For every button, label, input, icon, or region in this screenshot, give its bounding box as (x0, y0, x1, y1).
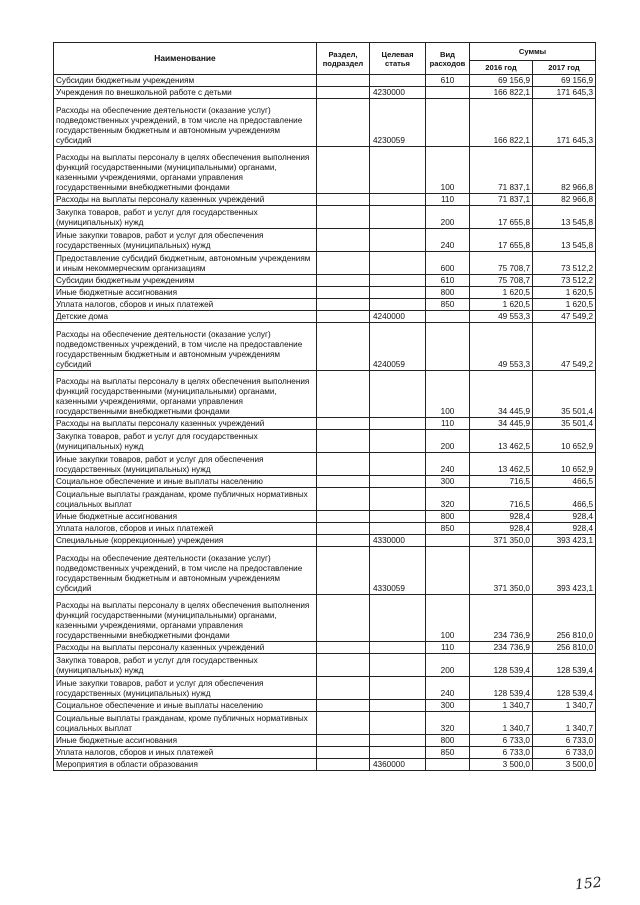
row-target (370, 371, 426, 418)
row-value-2016: 928,4 (470, 523, 533, 535)
table-row (54, 371, 596, 418)
row-name: Иные закупки товаров, работ и услуг для обеспечения государственных (муниципальных) нужд (54, 677, 317, 700)
row-target (370, 712, 426, 735)
row-value-2016: 234 736,9 (470, 642, 533, 654)
row-type: 110 (426, 642, 470, 654)
table-row (54, 147, 596, 194)
row-value-2016: 1 620,5 (470, 299, 533, 311)
row-value-2016: 13 462,5 (470, 430, 533, 453)
row-value-2017: 928,4 (533, 511, 596, 523)
row-name: Расходы на обеспечение деятельности (оказание услуг) подведомственных учреждений, в том числе на предоставление государственным бюджетным и автономным учреждениям субсидий (54, 323, 317, 371)
table-row (54, 87, 596, 99)
row-target (370, 654, 426, 677)
row-target (370, 206, 426, 229)
table-row (54, 287, 596, 299)
row-value-2016: 69 156,9 (470, 75, 533, 87)
row-value-2017: 171 645,3 (533, 99, 596, 147)
row-target: 4230000 (370, 87, 426, 99)
row-value-2016: 49 553,3 (470, 323, 533, 371)
table-row (54, 523, 596, 535)
row-type: 200 (426, 206, 470, 229)
row-value-2016: 3 500,0 (470, 759, 533, 771)
table-row (54, 299, 596, 311)
row-target (370, 677, 426, 700)
row-section (317, 488, 370, 511)
row-name: Иные закупки товаров, работ и услуг для обеспечения государственных (муниципальных) нужд (54, 229, 317, 252)
row-section (317, 418, 370, 430)
row-value-2016: 1 620,5 (470, 287, 533, 299)
row-name: Расходы на выплаты персоналу казенных учреждений (54, 418, 317, 430)
table-row (54, 712, 596, 735)
row-value-2016: 928,4 (470, 511, 533, 523)
header-name: Наименование (54, 43, 317, 75)
row-section (317, 700, 370, 712)
row-name: Мероприятия в области образования (54, 759, 317, 771)
row-type (426, 99, 470, 147)
row-name: Расходы на выплаты персоналу казенных учреждений (54, 642, 317, 654)
row-section (317, 735, 370, 747)
row-section (317, 299, 370, 311)
row-section (317, 252, 370, 275)
table-row (54, 311, 596, 323)
row-value-2017: 466,5 (533, 476, 596, 488)
row-value-2016: 6 733,0 (470, 735, 533, 747)
table-row (54, 418, 596, 430)
table-row (54, 547, 596, 595)
row-name: Закупка товаров, работ и услуг для государственных (муниципальных) нужд (54, 430, 317, 453)
row-section (317, 677, 370, 700)
table-row (54, 229, 596, 252)
header-target: Целевая статья (370, 43, 426, 75)
row-value-2016: 17 655,8 (470, 229, 533, 252)
row-value-2016: 71 837,1 (470, 147, 533, 194)
row-target: 4240059 (370, 323, 426, 371)
row-name: Закупка товаров, работ и услуг для государственных (муниципальных) нужд (54, 654, 317, 677)
row-target (370, 75, 426, 87)
table-row (54, 759, 596, 771)
table-row (54, 430, 596, 453)
row-value-2016: 234 736,9 (470, 595, 533, 642)
budget-sheet (53, 42, 595, 771)
table-row (54, 535, 596, 547)
row-target (370, 430, 426, 453)
row-target (370, 747, 426, 759)
row-target: 4240000 (370, 311, 426, 323)
table-row (54, 252, 596, 275)
row-value-2017: 13 545,8 (533, 206, 596, 229)
row-target (370, 523, 426, 535)
row-section (317, 99, 370, 147)
table-row (54, 654, 596, 677)
row-type: 240 (426, 453, 470, 476)
row-value-2017: 256 810,0 (533, 642, 596, 654)
row-value-2017: 1 340,7 (533, 700, 596, 712)
row-value-2017: 73 512,2 (533, 252, 596, 275)
row-value-2017: 1 620,5 (533, 299, 596, 311)
row-value-2016: 17 655,8 (470, 206, 533, 229)
row-value-2017: 35 501,4 (533, 418, 596, 430)
row-name: Иные бюджетные ассигнования (54, 511, 317, 523)
table-row (54, 747, 596, 759)
row-name: Расходы на выплаты персоналу в целях обеспечения выполнения функций государственными (муниципальными) органами, казенными учреждениями, органами управления государственными внебюджетными фондами (54, 147, 317, 194)
table-row (54, 75, 596, 87)
row-name: Закупка товаров, работ и услуг для государственных (муниципальных) нужд (54, 206, 317, 229)
row-target (370, 275, 426, 287)
row-type (426, 87, 470, 99)
row-value-2016: 716,5 (470, 488, 533, 511)
row-name: Социальные выплаты гражданам, кроме публичных нормативных социальных выплат (54, 488, 317, 511)
row-section (317, 759, 370, 771)
row-value-2017: 128 539,4 (533, 654, 596, 677)
row-section (317, 654, 370, 677)
table-row (54, 99, 596, 147)
row-type: 850 (426, 523, 470, 535)
row-name: Расходы на обеспечение деятельности (оказание услуг) подведомственных учреждений, в том числе на предоставление государственным бюджетным и автономным учреждениям субсидий (54, 99, 317, 147)
row-target: 4330059 (370, 547, 426, 595)
row-name: Иные бюджетные ассигнования (54, 287, 317, 299)
row-value-2017: 47 549,2 (533, 323, 596, 371)
row-type: 100 (426, 595, 470, 642)
row-value-2017: 82 966,8 (533, 194, 596, 206)
row-type: 610 (426, 275, 470, 287)
header-year-2017: 2017 год (533, 61, 596, 75)
row-target (370, 252, 426, 275)
table-row (54, 700, 596, 712)
table-row (54, 642, 596, 654)
row-section (317, 430, 370, 453)
row-section (317, 206, 370, 229)
row-value-2017: 928,4 (533, 523, 596, 535)
row-section (317, 511, 370, 523)
row-value-2017: 47 549,2 (533, 311, 596, 323)
row-value-2017: 10 652,9 (533, 430, 596, 453)
row-target: 4360000 (370, 759, 426, 771)
row-type (426, 547, 470, 595)
row-type: 200 (426, 654, 470, 677)
row-section (317, 747, 370, 759)
row-type: 300 (426, 700, 470, 712)
row-value-2016: 371 350,0 (470, 535, 533, 547)
row-value-2016: 75 708,7 (470, 275, 533, 287)
header-type: Вид расходов (426, 43, 470, 75)
row-value-2016: 128 539,4 (470, 677, 533, 700)
row-type: 800 (426, 511, 470, 523)
row-value-2017: 393 423,1 (533, 535, 596, 547)
row-target (370, 287, 426, 299)
row-name: Социальное обеспечение и иные выплаты населению (54, 476, 317, 488)
row-section (317, 323, 370, 371)
row-value-2017: 6 733,0 (533, 747, 596, 759)
row-section (317, 311, 370, 323)
row-target (370, 147, 426, 194)
row-value-2017: 73 512,2 (533, 275, 596, 287)
row-value-2017: 13 545,8 (533, 229, 596, 252)
row-section (317, 642, 370, 654)
row-value-2017: 1 620,5 (533, 287, 596, 299)
row-type: 200 (426, 430, 470, 453)
row-name: Субсидии бюджетным учреждениям (54, 275, 317, 287)
table-row (54, 677, 596, 700)
row-value-2017: 128 539,4 (533, 677, 596, 700)
row-section (317, 75, 370, 87)
row-section (317, 595, 370, 642)
row-name: Учреждения по внешкольной работе с детьми (54, 87, 317, 99)
row-value-2017: 1 340,7 (533, 712, 596, 735)
row-type: 110 (426, 194, 470, 206)
row-section (317, 535, 370, 547)
row-value-2016: 34 445,9 (470, 371, 533, 418)
row-name: Расходы на выплаты персоналу в целях обеспечения выполнения функций государственными (муниципальными) органами, казенными учреждениями, органами управления государственными внебюджетными фондами (54, 371, 317, 418)
row-section (317, 229, 370, 252)
row-type: 610 (426, 75, 470, 87)
table-row (54, 453, 596, 476)
row-name: Иные бюджетные ассигнования (54, 735, 317, 747)
row-target (370, 453, 426, 476)
row-type: 850 (426, 299, 470, 311)
row-type (426, 311, 470, 323)
table-row (54, 194, 596, 206)
table-row (54, 735, 596, 747)
table-row (54, 595, 596, 642)
table-row (54, 476, 596, 488)
row-value-2017: 6 733,0 (533, 735, 596, 747)
table-row (54, 488, 596, 511)
row-target: 4230059 (370, 99, 426, 147)
row-type: 110 (426, 418, 470, 430)
row-section (317, 476, 370, 488)
row-value-2017: 256 810,0 (533, 595, 596, 642)
row-type: 100 (426, 371, 470, 418)
row-target (370, 735, 426, 747)
row-section (317, 547, 370, 595)
row-value-2016: 34 445,9 (470, 418, 533, 430)
row-target (370, 299, 426, 311)
row-target (370, 194, 426, 206)
row-type: 100 (426, 147, 470, 194)
row-target (370, 511, 426, 523)
row-value-2016: 71 837,1 (470, 194, 533, 206)
row-name: Специальные (коррекционные) учреждения (54, 535, 317, 547)
row-value-2017: 466,5 (533, 488, 596, 511)
row-section (317, 523, 370, 535)
row-type: 600 (426, 252, 470, 275)
row-value-2017: 69 156,9 (533, 75, 596, 87)
header-year-2016: 2016 год (470, 61, 533, 75)
row-section (317, 371, 370, 418)
row-value-2017: 10 652,9 (533, 453, 596, 476)
row-section (317, 194, 370, 206)
row-name: Детские дома (54, 311, 317, 323)
row-value-2016: 128 539,4 (470, 654, 533, 677)
row-section (317, 275, 370, 287)
row-name: Социальное обеспечение и иные выплаты населению (54, 700, 317, 712)
row-value-2016: 166 822,1 (470, 99, 533, 147)
table-row (54, 511, 596, 523)
table-row (54, 323, 596, 371)
header-section: Раздел, подраздел (317, 43, 370, 75)
row-name: Расходы на обеспечение деятельности (оказание услуг) подведомственных учреждений, в том числе на предоставление государственным бюджетным и автономным учреждениям субсидий (54, 547, 317, 595)
row-section (317, 712, 370, 735)
row-target (370, 595, 426, 642)
row-value-2017: 171 645,3 (533, 87, 596, 99)
row-target (370, 418, 426, 430)
row-value-2017: 35 501,4 (533, 371, 596, 418)
row-name: Уплата налогов, сборов и иных платежей (54, 523, 317, 535)
row-section (317, 453, 370, 476)
row-type: 300 (426, 476, 470, 488)
row-value-2017: 3 500,0 (533, 759, 596, 771)
row-name: Уплата налогов, сборов и иных платежей (54, 299, 317, 311)
row-target (370, 700, 426, 712)
row-type: 240 (426, 229, 470, 252)
row-target (370, 229, 426, 252)
row-target (370, 488, 426, 511)
row-type: 800 (426, 287, 470, 299)
row-target: 4330000 (370, 535, 426, 547)
row-type: 800 (426, 735, 470, 747)
row-type: 320 (426, 712, 470, 735)
row-target (370, 476, 426, 488)
row-name: Субсидии бюджетным учреждениям (54, 75, 317, 87)
row-type (426, 535, 470, 547)
budget-table (53, 42, 596, 771)
row-value-2016: 1 340,7 (470, 712, 533, 735)
row-type: 240 (426, 677, 470, 700)
row-section (317, 87, 370, 99)
row-type: 850 (426, 747, 470, 759)
row-value-2016: 716,5 (470, 476, 533, 488)
row-section (317, 147, 370, 194)
row-value-2017: 82 966,8 (533, 147, 596, 194)
row-name: Расходы на выплаты персоналу в целях обеспечения выполнения функций государственными (муниципальными) органами, казенными учреждениями, органами управления государственными внебюджетными фондами (54, 595, 317, 642)
row-section (317, 287, 370, 299)
row-value-2017: 393 423,1 (533, 547, 596, 595)
row-name: Иные закупки товаров, работ и услуг для обеспечения государственных (муниципальных) нужд (54, 453, 317, 476)
row-type: 320 (426, 488, 470, 511)
row-name: Расходы на выплаты персоналу казенных учреждений (54, 194, 317, 206)
row-value-2016: 13 462,5 (470, 453, 533, 476)
row-value-2016: 371 350,0 (470, 547, 533, 595)
row-name: Уплата налогов, сборов и иных платежей (54, 747, 317, 759)
row-name: Социальные выплаты гражданам, кроме публичных нормативных социальных выплат (54, 712, 317, 735)
row-value-2016: 166 822,1 (470, 87, 533, 99)
header-sums: Суммы (470, 43, 596, 61)
row-type (426, 323, 470, 371)
table-row (54, 275, 596, 287)
row-value-2016: 49 553,3 (470, 311, 533, 323)
row-value-2016: 1 340,7 (470, 700, 533, 712)
row-name: Предоставление субсидий бюджетным, автономным учреждениям и иным некоммерческим организациям (54, 252, 317, 275)
row-target (370, 642, 426, 654)
row-value-2016: 6 733,0 (470, 747, 533, 759)
row-value-2016: 75 708,7 (470, 252, 533, 275)
row-type (426, 759, 470, 771)
table-row (54, 206, 596, 229)
page-number: 152 (574, 874, 603, 894)
